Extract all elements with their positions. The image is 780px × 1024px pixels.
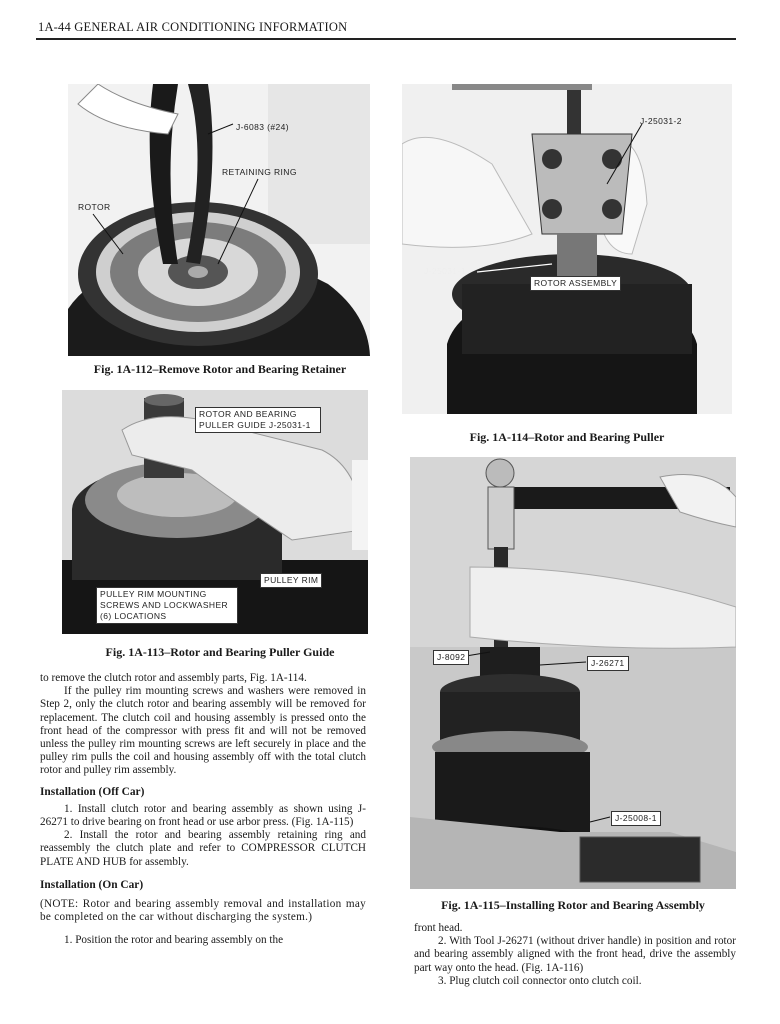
fig-114-caption: Fig. 1A-114–Rotor and Bearing Puller [469, 430, 665, 444]
step-on-3: 3. Plug clutch coil connector onto clutch coil. [438, 974, 642, 987]
fig-115-label-j25008: J-25008-1 [611, 811, 661, 826]
fig-114-photo [402, 84, 732, 414]
step-on-1: 1. Position the rotor and bearing assembly on the [64, 934, 284, 947]
fig-115-caption: Fig. 1A-115–Installing Rotor and Bearing Assembly [441, 898, 705, 912]
fig-113-label-screws: PULLEY RIM MOUNTING SCREWS AND LOCKWASHER (6) LOCATIONS [96, 587, 238, 624]
fig-115-photo [410, 457, 736, 889]
fig-113-caption: Fig. 1A-113–Rotor and Bearing Puller Guide [105, 645, 335, 659]
left-intro: to remove the clutch rotor and assembly parts, Fig. 1A-114. [40, 672, 307, 684]
left-text-column [40, 672, 366, 948]
fig-113-label-rim: PULLEY RIM [260, 573, 322, 588]
fig-112-label-ring: RETAINING RING [222, 167, 297, 177]
fig-114-label-tool1: J-25031-1 [424, 266, 466, 276]
paragraph-pulley-rim: If the pulley rim mounting screws and washers were removed in Step 2, only the clutch rotor and bearing assembly will be removed for replacement. The clutch coil and housing assembly is pressed onto the front head of the compressor with press fit and will not be removed unless the pulley rim mounting screws are left securely in place and the pulley rim pulls the coil and housing assembly off with the total clutch rotor and pulley rim assembly. [40, 685, 366, 777]
fig-112-label-rotor: ROTOR [78, 202, 111, 212]
fig-115-label-j26271: J-26271 [587, 656, 629, 671]
fig-113-label-guide: ROTOR AND BEARING PULLER GUIDE J-25031-1 [195, 407, 321, 433]
fig-112-photo [68, 84, 370, 356]
note-text: (NOTE: Rotor and bearing assembly removal and installation may be completed on the car without discharging the system.) [40, 898, 366, 924]
right-continuation: front head. [414, 922, 463, 934]
fig-115-label-j8092: J-8092 [433, 650, 469, 665]
right-text-column [414, 922, 736, 988]
fig-114-label-assembly: ROTOR ASSEMBLY [530, 276, 621, 291]
fig-112-caption: Fig. 1A-112–Remove Rotor and Bearing Retainer [93, 362, 347, 376]
step-off-2: 2. Install the rotor and bearing assembly retaining ring and reassembly the clutch plate and refer to COMPRESSOR CLUTCH PLATE AND HUB for assembly. [40, 829, 366, 868]
fig-112-label-tool: J-6083 (#24) [236, 122, 289, 132]
step-off-1: 1. Install clutch rotor and bearing assembly as shown using J-26271 to drive bearing on front head or use arbor press. (Fig. 1A-115) [40, 802, 366, 829]
fig-114-label-tool2: J-25031-2 [640, 116, 682, 126]
heading-on-car: Installation (On Car) [40, 878, 144, 891]
page-header: 1A-44 GENERAL AIR CONDITIONING INFORMATION [38, 20, 348, 34]
header-rule [36, 38, 736, 40]
heading-off-car: Installation (Off Car) [40, 785, 145, 798]
step-on-2: 2. With Tool J-26271 (without driver handle) in position and rotor and bearing assembly aligned with the front head, drive the assembly part way onto the head. (Fig. 1A-116) [414, 935, 736, 974]
